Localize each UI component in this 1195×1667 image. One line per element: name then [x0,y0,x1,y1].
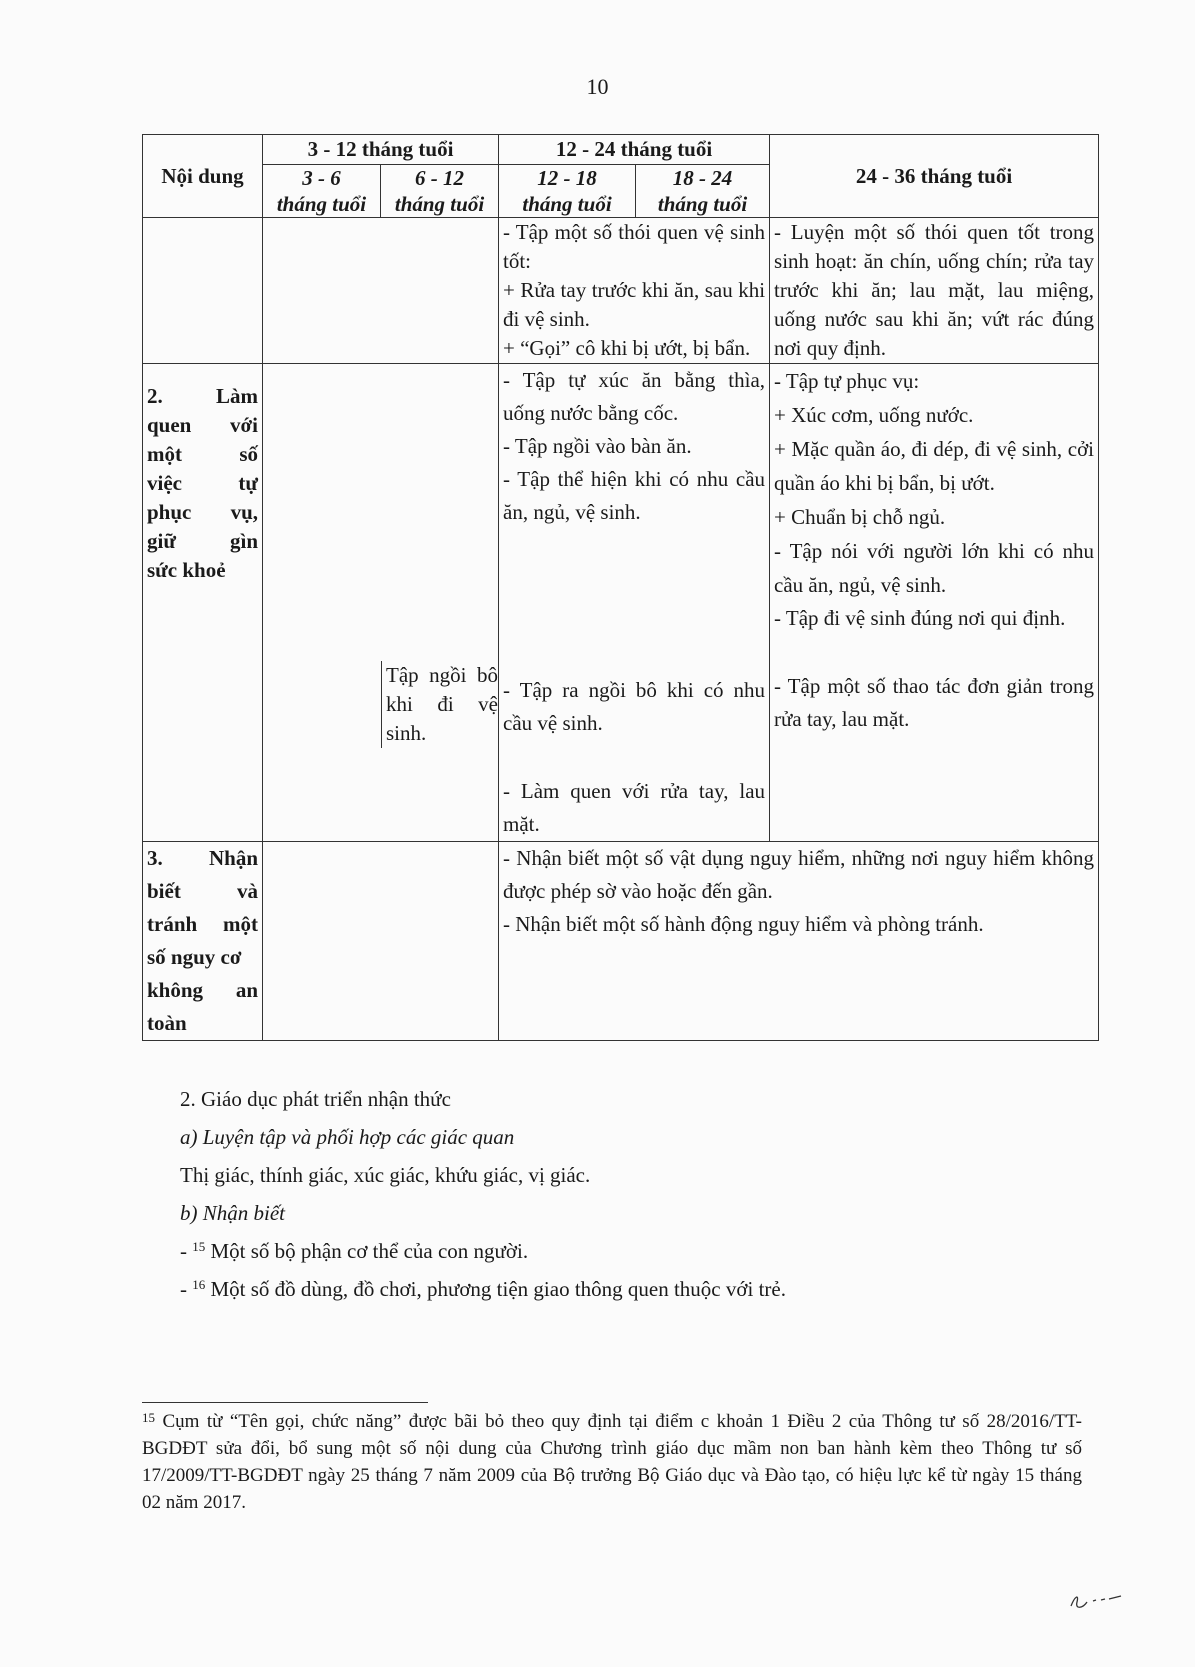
header-12-24-months: 12 - 24 tháng tuổi [499,135,770,165]
potty-training-note: Tập ngồi bô khi đi vệ sinh. [381,661,498,748]
header-6-12-months: 6 - 12 tháng tuổi [381,165,499,218]
footnote-number: 15 [142,1410,155,1425]
row1-3-12-cell [263,218,499,364]
curriculum-table [142,134,1099,1041]
section-body [180,1080,1060,1308]
list-item: - $^{16}$ Một số đồ dùng, đồ chơi, phương tiện giao thông quen thuộc với trẻ. [180,1277,786,1301]
row2-24-36-cell: - Tập tự phục vụ: + Xúc cơm, uống nước. + Mặc quần áo, đi dép, đi vệ sinh, cởi quần áo khi bị bẩn, bị ướt. + Chuẩn bị chỗ ngủ. - Tập nói với người lớn khi có nhu cầu ăn, ngủ, vệ sinh. - Tập đi vệ sinh đúng nơi qui định. - Tập một số thao tác đơn giản trong rửa tay, lau mặt. [770,364,1099,842]
section-title: 2. Giáo dục phát triển nhận thức [180,1087,451,1111]
header-noi-dung: Nội dung [143,135,263,218]
footnote [142,1408,1082,1516]
footnote-rule [142,1402,428,1403]
row1-12-24-cell: - Tập một số thói quen vệ sinh tốt: + Rửa tay trước khi ăn, sau khi đi vệ sinh. + “Gọi” cô khi bị ướt, bị bẩn. [499,218,770,364]
footnote-ref: 16 [192,1277,206,1292]
signature-mark [1065,1588,1125,1612]
subsection-a-title: a) Luyện tập và phối hợp các giác quan [180,1125,515,1149]
row1-label-cell [143,218,263,364]
row2-3-12-cell [263,364,499,842]
table-row-hygiene-habits [143,218,1099,364]
footnote-text: Cụm từ “Tên gọi, chức năng” được bãi bỏ theo quy định tại điểm c khoản 1 Điều 2 của Thông tư số 28/2016/TT-BGDĐT sửa đổi, bổ sung một số nội dung của Chương trình giáo dục mầm non ban hành kèm theo Thông tư số 17/2009/TT-BGDĐT ngày 25 tháng 7 năm 2009 của Bộ trưởng Bộ Giáo dục và Đào tạo, có hiệu lực kể từ ngày 15 tháng 02 năm 2017. [142,1411,1082,1513]
header-3-12-months: 3 - 12 tháng tuổi [263,135,499,165]
row3-12-36-cell: - Nhận biết một số vật dụng nguy hiểm, những nơi nguy hiểm không được phép sờ vào hoặc đến gần. - Nhận biết một số hành động nguy hiểm và phòng tránh. [499,842,1099,1041]
header-3-6-months: 3 - 6 tháng tuổi [263,165,381,218]
header-row-1 [143,135,1099,165]
header-12-18-months: 12 - 18 tháng tuổi [499,165,636,218]
senses-text: Thị giác, thính giác, xúc giác, khứu giác, vị giác. [180,1163,591,1187]
page-number: 10 [586,74,609,99]
header-24-36-months: 24 - 36 tháng tuổi [770,135,1099,218]
row3-3-12-cell [263,842,499,1041]
table-row-safety [143,842,1099,1041]
row1-24-36-cell: - Luyện một số thói quen tốt trong sinh hoạt: ăn chín, uống chín; rửa tay trước khi ăn; lau mặt, lau miệng, uống nước sau khi ăn; vứt rác đúng nơi quy định. [770,218,1099,364]
row3-label-cell: 3. Nhận biết và tránh một số nguy cơ không an toàn [143,842,263,1041]
footnote-ref: 15 [192,1239,206,1254]
table-row-self-care [143,364,1099,842]
subsection-b-title: b) Nhận biết [180,1201,285,1225]
header-18-24-months: 18 - 24 tháng tuổi [636,165,770,218]
row2-label-cell: 2. Làm quen với một số việc tự phục vụ, giữ gìn sức khoẻ [143,364,263,842]
list-item: - $^{15}$ Một số bộ phận cơ thể của con người. [180,1239,529,1263]
row2-12-24-cell: - Tập tự xúc ăn bằng thìa, uống nước bằng cốc. - Tập ngồi vào bàn ăn. - Tập thể hiện khi có nhu cầu ăn, ngủ, vệ sinh. - Tập ra ngồi bô khi có nhu cầu vệ sinh. - Làm quen với rửa tay, lau mặt. [499,364,770,842]
